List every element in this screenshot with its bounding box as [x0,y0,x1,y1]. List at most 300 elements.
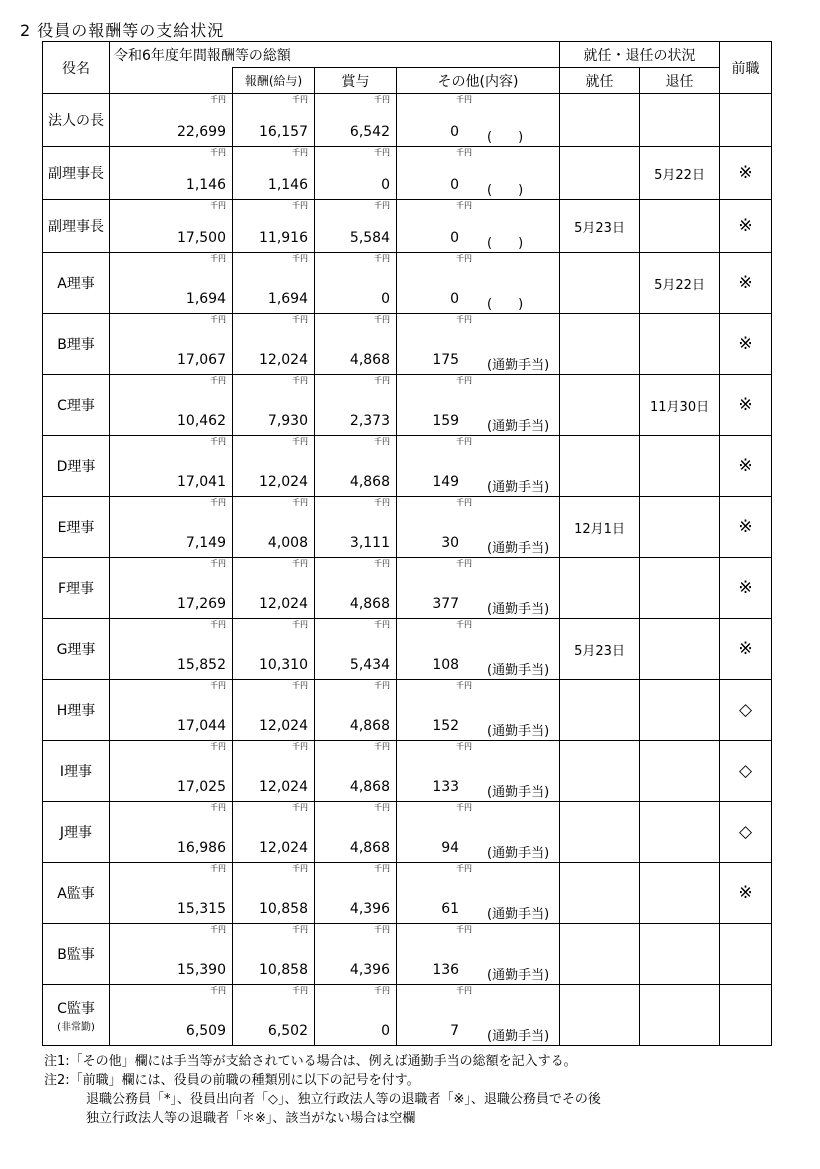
table-row [43,94,772,147]
note-3: 退職公務員「*」、役員出向者「◇」、独立行政法人等の退職者「※」、退職公務員でその後 [86,1092,601,1107]
unit-label: 千円 [210,148,226,157]
unit-label: 千円 [456,376,472,385]
role-name-text: 法人の長 [48,113,104,129]
role-name-text: C理事 [57,398,95,414]
row-bonus [315,619,397,680]
row-appointed [560,802,640,863]
row-total [110,924,233,985]
row-salary [233,375,315,436]
role-name-text: B監事 [57,947,95,963]
row-appointed [560,436,640,497]
row-salary-value: 12,024 [259,596,308,612]
unit-label: 千円 [292,681,308,690]
row-total-value: 17,269 [177,596,226,612]
row-other [397,497,560,558]
row-bonus [315,985,397,1046]
row-other-value: 133 [432,779,460,795]
row-previous: ◇ [720,680,772,741]
table-row [43,375,772,436]
role-name-text: 副理事長 [48,219,104,235]
row-appointed [560,147,640,200]
row-total [110,253,233,314]
row-previous: ◇ [720,741,772,802]
table-row [43,924,772,985]
row-retired: 5月22日 [640,253,720,314]
row-other-note: (通勤手当) [487,602,550,617]
row-salary [233,558,315,619]
row-other [397,558,560,619]
row-other [397,863,560,924]
row-salary [233,497,315,558]
row-total-value: 1,146 [185,177,226,193]
unit-label: 千円 [210,559,226,568]
row-other-value: 61 [441,901,460,917]
row-other-value: 0 [450,177,460,193]
unit-label: 千円 [210,498,226,507]
header-other: その他(内容) [397,68,560,94]
row-salary-value: 12,024 [259,779,308,795]
unit-label: 千円 [456,925,472,934]
role-name-subtext: (非常勤) [57,1021,95,1033]
row-previous [720,924,772,985]
row-other-value: 159 [432,413,460,429]
unit-label: 千円 [374,254,390,263]
row-role-name [43,314,110,375]
row-total [110,436,233,497]
table-body [43,94,772,1046]
row-bonus [315,497,397,558]
row-total-value: 6,509 [185,1023,226,1039]
row-other [397,680,560,741]
unit-label: 千円 [456,315,472,324]
row-retired [640,497,720,558]
unit-label: 千円 [374,148,390,157]
row-total-value: 17,025 [177,779,226,795]
row-appointed [560,253,640,314]
row-other-note: ( ) [487,236,524,251]
unit-label: 千円 [456,559,472,568]
row-salary [233,802,315,863]
row-salary-value: 1,146 [267,177,308,193]
row-salary-value: 12,024 [259,840,308,856]
unit-label: 千円 [374,95,390,104]
header-bonus: 賞与 [315,68,397,94]
row-bonus [315,253,397,314]
table-row [43,497,772,558]
unit-label: 千円 [292,986,308,995]
row-total-value: 15,390 [177,962,226,978]
unit-label: 千円 [292,864,308,873]
unit-label: 千円 [210,681,226,690]
row-other-value: 0 [450,291,460,307]
unit-label: 千円 [374,201,390,210]
table-row [43,619,772,680]
row-salary [233,147,315,200]
row-retired [640,619,720,680]
row-role-name [43,619,110,680]
row-retired [640,314,720,375]
row-total [110,985,233,1046]
row-previous: ◇ [720,802,772,863]
row-total [110,680,233,741]
row-bonus [315,924,397,985]
unit-label: 千円 [210,986,226,995]
unit-label: 千円 [292,148,308,157]
row-other-note: (通勤手当) [487,663,550,678]
table-row [43,680,772,741]
row-role-name [43,558,110,619]
unit-label: 千円 [292,254,308,263]
unit-label: 千円 [374,620,390,629]
row-bonus-value: 0 [381,1023,390,1039]
role-name-text: H理事 [56,703,96,719]
unit-label: 千円 [292,803,308,812]
row-salary-value: 11,916 [259,230,308,246]
row-other-value: 7 [450,1023,460,1039]
unit-label: 千円 [210,315,226,324]
role-name-text: C監事 [57,1000,95,1017]
table-row [43,558,772,619]
row-role-name [43,436,110,497]
row-bonus-value: 4,868 [349,840,390,856]
row-other [397,375,560,436]
row-appointed [560,375,640,436]
unit-label: 千円 [292,95,308,104]
row-other-value: 149 [432,474,460,490]
row-appointed [560,94,640,147]
unit-label: 千円 [456,681,472,690]
table-row [43,863,772,924]
unit-label: 千円 [374,559,390,568]
row-other [397,436,560,497]
compensation-table [42,41,772,1046]
table-row [43,741,772,802]
row-bonus-value: 6,542 [349,124,390,140]
header-salary: 報酬(給与) [233,68,315,94]
table-row [43,802,772,863]
row-bonus [315,147,397,200]
row-bonus-value: 4,868 [349,718,390,734]
row-total [110,863,233,924]
row-other [397,924,560,985]
row-total [110,802,233,863]
unit-label: 千円 [374,925,390,934]
row-salary [233,619,315,680]
unit-label: 千円 [210,742,226,751]
unit-label: 千円 [292,315,308,324]
row-role-name [43,924,110,985]
row-other-note: (通勤手当) [487,541,550,556]
row-total-value: 10,462 [177,413,226,429]
role-name-text: E理事 [57,520,95,536]
row-bonus [315,436,397,497]
row-retired: 11月30日 [640,375,720,436]
unit-label: 千円 [210,437,226,446]
table-row [43,985,772,1046]
row-role-name [43,863,110,924]
row-bonus [315,741,397,802]
unit-label: 千円 [456,498,472,507]
row-other-note: ( ) [487,130,524,145]
row-bonus [315,94,397,147]
unit-label: 千円 [210,620,226,629]
row-previous: ※ [720,200,772,253]
row-total-value: 22,699 [177,124,226,140]
row-retired [640,680,720,741]
row-other-note: ( ) [487,297,524,312]
row-previous: ※ [720,558,772,619]
row-other [397,147,560,200]
row-total-value: 7,149 [185,535,226,551]
row-bonus-value: 4,868 [349,352,390,368]
row-total [110,558,233,619]
note-1: 注1:「その他」欄には手当等が支給されている場合は、例えば通勤手当の総額を記入する。 [44,1054,577,1069]
row-appointed [560,863,640,924]
row-role-name [43,741,110,802]
row-other-value: 0 [450,124,460,140]
row-other [397,200,560,253]
row-salary [233,985,315,1046]
row-other [397,253,560,314]
role-name-text: G理事 [56,642,96,658]
row-previous: ※ [720,314,772,375]
table-row [43,314,772,375]
row-previous: ※ [720,147,772,200]
row-bonus-value: 4,868 [349,779,390,795]
header-role: 役名 [43,42,110,94]
row-bonus [315,200,397,253]
row-other-value: 30 [441,535,460,551]
header-previous: 前職 [720,42,772,94]
row-bonus-value: 3,111 [349,535,390,551]
row-salary-value: 1,694 [267,291,308,307]
section-title: 2 役員の報酬等の支給状況 [20,21,225,40]
unit-label: 千円 [456,201,472,210]
row-total [110,619,233,680]
row-total [110,741,233,802]
row-salary [233,94,315,147]
row-retired [640,200,720,253]
row-bonus-value: 5,434 [349,657,390,673]
row-other [397,619,560,680]
row-other-note: (通勤手当) [487,785,550,800]
unit-label: 千円 [374,681,390,690]
row-total [110,147,233,200]
row-other-note: (通勤手当) [487,724,550,739]
row-appointed: 5月23日 [560,200,640,253]
unit-label: 千円 [292,620,308,629]
row-bonus-value: 5,584 [349,230,390,246]
row-other-value: 152 [432,718,460,734]
unit-label: 千円 [374,864,390,873]
row-other-note: (通勤手当) [487,1029,550,1044]
role-name-text: B理事 [57,337,95,353]
row-salary-value: 7,930 [267,413,308,429]
unit-label: 千円 [292,437,308,446]
row-appointed [560,985,640,1046]
unit-label: 千円 [456,864,472,873]
row-total-value: 17,044 [177,718,226,734]
row-retired [640,94,720,147]
unit-label: 千円 [292,498,308,507]
row-appointed [560,741,640,802]
table-row [43,200,772,253]
row-previous: ※ [720,863,772,924]
unit-label: 千円 [210,925,226,934]
unit-label: 千円 [456,437,472,446]
unit-label: 千円 [456,620,472,629]
row-salary-value: 16,157 [259,124,308,140]
note-2: 注2:「前職」欄には、役員の前職の種類別に以下の記号を付す。 [44,1073,420,1088]
row-total [110,497,233,558]
row-other-note: (通勤手当) [487,968,550,983]
row-total [110,200,233,253]
role-name-text: A理事 [57,276,95,292]
row-bonus-value: 4,868 [349,474,390,490]
row-other-note: (通勤手当) [487,907,550,922]
header-appointed: 就任 [560,68,640,94]
row-salary [233,253,315,314]
row-other [397,741,560,802]
row-other-note: (通勤手当) [487,480,550,495]
unit-label: 千円 [456,95,472,104]
row-salary [233,200,315,253]
role-name-text: D理事 [56,459,96,475]
role-name-text: F理事 [57,581,95,597]
row-total-value: 15,315 [177,901,226,917]
unit-label: 千円 [292,925,308,934]
table-row [43,147,772,200]
row-retired [640,802,720,863]
row-salary [233,314,315,375]
row-role-name [43,94,110,147]
row-salary-value: 12,024 [259,718,308,734]
notes [44,1052,601,1128]
row-bonus-value: 4,396 [349,901,390,917]
role-name-text: A監事 [57,886,95,902]
row-salary-value: 6,502 [267,1023,308,1039]
row-other-value: 175 [432,352,460,368]
row-retired [640,741,720,802]
header-total-blank [110,68,233,94]
row-total-value: 16,986 [177,840,226,856]
row-role-name [43,985,110,1046]
unit-label: 千円 [374,498,390,507]
header-total-group: 令和6年度年間報酬等の総額 [110,42,560,68]
unit-label: 千円 [374,315,390,324]
row-retired [640,863,720,924]
row-other-note: ( ) [487,183,524,198]
row-bonus [315,314,397,375]
row-previous [720,985,772,1046]
row-total-value: 17,041 [177,474,226,490]
table-row [43,253,772,314]
row-role-name [43,200,110,253]
unit-label: 千円 [374,803,390,812]
row-other-note: (通勤手当) [487,846,550,861]
role-name-text: J理事 [59,825,93,841]
role-name-text: I理事 [59,764,93,780]
row-retired [640,436,720,497]
unit-label: 千円 [210,864,226,873]
unit-label: 千円 [292,559,308,568]
row-previous: ※ [720,375,772,436]
row-role-name [43,147,110,200]
row-bonus-value: 2,373 [349,413,390,429]
row-total [110,314,233,375]
unit-label: 千円 [210,254,226,263]
row-bonus [315,375,397,436]
row-role-name [43,802,110,863]
row-other-value: 94 [441,840,460,856]
row-salary-value: 10,858 [259,901,308,917]
row-bonus-value: 0 [381,177,390,193]
table-row [43,436,772,497]
row-appointed: 12月1日 [560,497,640,558]
row-salary-value: 10,858 [259,962,308,978]
unit-label: 千円 [292,742,308,751]
header-appoint-group: 就任・退任の状況 [560,42,720,68]
row-total [110,94,233,147]
row-total-value: 17,500 [177,230,226,246]
row-appointed [560,680,640,741]
unit-label: 千円 [374,376,390,385]
row-total-value: 17,067 [177,352,226,368]
row-previous [720,94,772,147]
row-salary-value: 12,024 [259,474,308,490]
row-previous: ※ [720,253,772,314]
row-appointed: 5月23日 [560,619,640,680]
row-total-value: 1,694 [185,291,226,307]
row-salary-value: 10,310 [259,657,308,673]
unit-label: 千円 [210,376,226,385]
row-total-value: 15,852 [177,657,226,673]
row-appointed [560,558,640,619]
row-other-value: 108 [432,657,460,673]
unit-label: 千円 [456,148,472,157]
row-bonus-value: 4,396 [349,962,390,978]
unit-label: 千円 [374,986,390,995]
row-salary [233,436,315,497]
header-retired: 退任 [640,68,720,94]
row-bonus [315,863,397,924]
row-bonus [315,802,397,863]
row-salary-value: 4,008 [267,535,308,551]
row-other-note: (通勤手当) [487,419,550,434]
row-salary [233,741,315,802]
row-previous: ※ [720,436,772,497]
unit-label: 千円 [292,201,308,210]
row-role-name [43,680,110,741]
row-appointed [560,314,640,375]
row-other-note: (通勤手当) [487,358,550,373]
row-retired [640,985,720,1046]
row-role-name [43,497,110,558]
row-bonus-value: 0 [381,291,390,307]
row-bonus-value: 4,868 [349,596,390,612]
unit-label: 千円 [210,95,226,104]
row-other-value: 377 [432,596,460,612]
row-role-name [43,253,110,314]
unit-label: 千円 [210,803,226,812]
row-other [397,985,560,1046]
row-other [397,314,560,375]
row-appointed [560,924,640,985]
row-salary-value: 12,024 [259,352,308,368]
row-other [397,94,560,147]
row-other [397,802,560,863]
row-total [110,375,233,436]
